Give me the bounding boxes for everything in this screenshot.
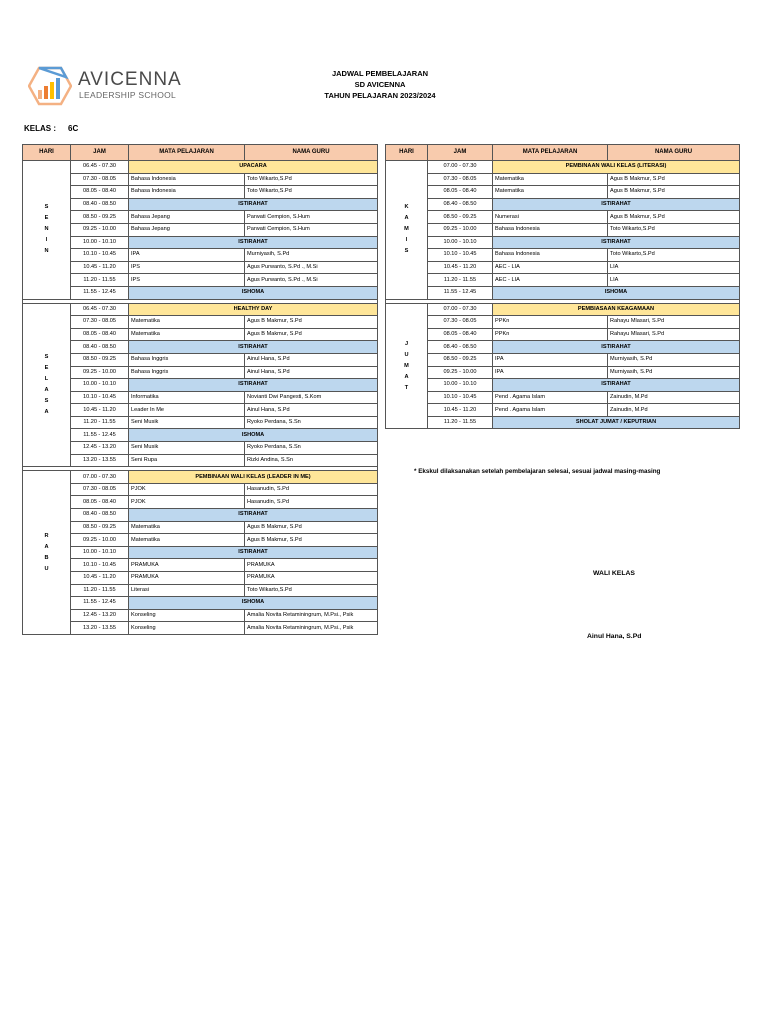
table-row bbox=[23, 286, 378, 299]
teacher-cell: Ainul Hana, S.Pd bbox=[245, 366, 378, 379]
teacher-cell: Rahayu Mlasari, S.Pd bbox=[608, 328, 740, 341]
table-row bbox=[23, 597, 378, 610]
time-cell: 07.30 - 08.05 bbox=[71, 316, 129, 329]
teacher-cell: Amalia Novita Retaminingrum, M.Psi., Psik bbox=[245, 622, 378, 635]
time-cell: 11.20 - 11.55 bbox=[428, 274, 493, 287]
subject-cell: Matematika bbox=[129, 328, 245, 341]
table-row bbox=[23, 316, 378, 329]
event-cell: PEMBINAAN WALI KELAS (LITERASI) bbox=[493, 161, 740, 174]
subject-cell: Seni Musik bbox=[129, 416, 245, 429]
header-jam: JAM bbox=[71, 145, 129, 161]
table-row bbox=[386, 173, 740, 186]
teacher-cell: Agus B Makmur, S.Pd bbox=[245, 316, 378, 329]
teacher-cell: Toto Wikarto,S.Pd bbox=[608, 249, 740, 262]
break-cell: ISHOMA bbox=[129, 597, 378, 610]
time-cell: 11.20 - 11.55 bbox=[71, 274, 129, 287]
day-cell: R A B U bbox=[23, 471, 71, 635]
subject-cell: AEC - LIA bbox=[493, 274, 608, 287]
teacher-cell: Ryoko Perdana, S.Sn bbox=[245, 416, 378, 429]
teacher-cell: Agus B Makmur, S.Pd bbox=[245, 521, 378, 534]
subject-cell: IPA bbox=[493, 353, 608, 366]
subject-cell: PRAMUKA bbox=[129, 559, 245, 572]
time-cell: 08.40 - 08.50 bbox=[71, 341, 129, 354]
time-cell: 08.50 - 09.25 bbox=[428, 211, 493, 224]
subject-cell: Bahasa Indonesia bbox=[129, 186, 245, 199]
teacher-cell: Agus B Makmur, S.Pd bbox=[608, 186, 740, 199]
table-row bbox=[23, 622, 378, 635]
day-cell: S E L A S A bbox=[23, 303, 71, 467]
time-cell: 10.45 - 11.20 bbox=[71, 404, 129, 417]
time-cell: 10.00 - 10.10 bbox=[71, 236, 129, 249]
teacher-cell: Amalia Novita Retaminingrum, M.Psi., Psik bbox=[245, 609, 378, 622]
time-cell: 08.05 - 08.40 bbox=[71, 186, 129, 199]
table-row bbox=[23, 353, 378, 366]
time-cell: 08.50 - 09.25 bbox=[71, 521, 129, 534]
homeroom-label: WALI KELAS bbox=[593, 570, 635, 577]
event-cell: PEMBIASAAN KEAGAMAAN bbox=[493, 303, 740, 316]
teacher-cell: Agus B Makmur, S.Pd bbox=[245, 534, 378, 547]
table-row bbox=[386, 236, 740, 249]
table-row bbox=[23, 236, 378, 249]
time-cell: 06.45 - 07.30 bbox=[71, 303, 129, 316]
subject-cell: IPA bbox=[493, 366, 608, 379]
teacher-cell: Murniyasih, S.Pd bbox=[608, 353, 740, 366]
teacher-cell: Agus B Makmur, S.Pd bbox=[608, 173, 740, 186]
table-row bbox=[386, 391, 740, 404]
time-cell: 08.40 - 08.50 bbox=[428, 341, 493, 354]
table-row bbox=[23, 584, 378, 597]
time-cell: 10.10 - 10.45 bbox=[71, 559, 129, 572]
table-row bbox=[23, 261, 378, 274]
subject-cell: PPKn bbox=[493, 316, 608, 329]
teacher-cell: Agus Purwanto, S.Pd ., M.Si bbox=[245, 261, 378, 274]
time-cell: 10.00 - 10.10 bbox=[428, 379, 493, 392]
subject-cell: Bahasa Indonesia bbox=[493, 223, 608, 236]
table-row bbox=[23, 303, 378, 316]
homeroom-teacher-name: Ainul Hana, S.Pd bbox=[587, 633, 642, 640]
time-cell: 11.20 - 11.55 bbox=[71, 416, 129, 429]
table-row bbox=[386, 261, 740, 274]
time-cell: 08.40 - 08.50 bbox=[428, 198, 493, 211]
table-row bbox=[386, 286, 740, 299]
table-row bbox=[23, 379, 378, 392]
time-cell: 08.50 - 09.25 bbox=[71, 211, 129, 224]
time-cell: 08.05 - 08.40 bbox=[428, 186, 493, 199]
table-row bbox=[23, 454, 378, 467]
header-guru: NAMA GURU bbox=[608, 145, 740, 161]
subject-cell: Bahasa Indonesia bbox=[493, 249, 608, 262]
event-cell: UPACARA bbox=[129, 161, 378, 174]
time-cell: 07.30 - 08.05 bbox=[71, 483, 129, 496]
table-row bbox=[23, 249, 378, 262]
teacher-cell: LIA bbox=[608, 261, 740, 274]
schedule-table-left bbox=[22, 144, 378, 635]
table-row bbox=[386, 328, 740, 341]
teacher-cell: Toto Wikarto,S.Pd bbox=[245, 186, 378, 199]
table-row bbox=[23, 509, 378, 522]
time-cell: 11.20 - 11.55 bbox=[71, 584, 129, 597]
time-cell: 08.05 - 08.40 bbox=[428, 328, 493, 341]
subject-cell: IPS bbox=[129, 261, 245, 274]
logo-name: AVICENNA bbox=[78, 69, 182, 90]
table-row bbox=[23, 416, 378, 429]
table-row bbox=[23, 483, 378, 496]
time-cell: 08.05 - 08.40 bbox=[71, 496, 129, 509]
time-cell: 10.00 - 10.10 bbox=[71, 379, 129, 392]
table-row bbox=[23, 546, 378, 559]
table-row bbox=[23, 404, 378, 417]
time-cell: 13.20 - 13.55 bbox=[71, 622, 129, 635]
break-cell: ISTIRAHAT bbox=[493, 379, 740, 392]
table-header-row bbox=[386, 145, 740, 161]
class-label bbox=[24, 124, 78, 133]
subject-cell: Konseling bbox=[129, 609, 245, 622]
break-cell: ISHOMA bbox=[129, 429, 378, 442]
time-cell: 12.45 - 13.20 bbox=[71, 609, 129, 622]
time-cell: 10.00 - 10.10 bbox=[428, 236, 493, 249]
table-row bbox=[23, 274, 378, 287]
table-row bbox=[23, 161, 378, 174]
time-cell: 08.05 - 08.40 bbox=[71, 328, 129, 341]
header-mapel: MATA PELAJARAN bbox=[129, 145, 245, 161]
time-cell: 07.00 - 07.30 bbox=[71, 471, 129, 484]
break-cell: ISTIRAHAT bbox=[129, 379, 378, 392]
day-cell: S E N I N bbox=[23, 161, 71, 300]
teacher-cell: LIA bbox=[608, 274, 740, 287]
table-row bbox=[386, 379, 740, 392]
teacher-cell: Agus B Makmur, S.Pd bbox=[245, 328, 378, 341]
subject-cell: IPS bbox=[129, 274, 245, 287]
time-cell: 09.25 - 10.00 bbox=[71, 366, 129, 379]
time-cell: 09.25 - 10.00 bbox=[71, 223, 129, 236]
table-row bbox=[386, 211, 740, 224]
time-cell: 10.10 - 10.45 bbox=[71, 391, 129, 404]
table-row bbox=[23, 471, 378, 484]
subject-cell: PJOK bbox=[129, 483, 245, 496]
subject-cell: Pend . Agama Islam bbox=[493, 391, 608, 404]
teacher-cell: Hasanudin, S.Pd bbox=[245, 483, 378, 496]
time-cell: 08.40 - 08.50 bbox=[71, 509, 129, 522]
teacher-cell: Hasanudin, S.Pd bbox=[245, 496, 378, 509]
school-logo bbox=[28, 66, 182, 106]
teacher-cell: Toto Wikarto,S.Pd bbox=[245, 584, 378, 597]
subject-cell: AEC - LIA bbox=[493, 261, 608, 274]
table-row bbox=[386, 274, 740, 287]
break-cell: ISHOMA bbox=[493, 286, 740, 299]
teacher-cell: Murniyasih, S.Pd bbox=[245, 249, 378, 262]
header-guru: NAMA GURU bbox=[245, 145, 378, 161]
subject-cell: Numerasi bbox=[493, 211, 608, 224]
subject-cell: Bahasa Jepang bbox=[129, 211, 245, 224]
subject-cell: Bahasa Indonesia bbox=[129, 173, 245, 186]
schedule-table-right bbox=[385, 144, 740, 429]
break-cell: ISHOMA bbox=[129, 286, 378, 299]
teacher-cell: PRAMUKA bbox=[245, 559, 378, 572]
time-cell: 10.10 - 10.45 bbox=[428, 249, 493, 262]
subject-cell: Konseling bbox=[129, 622, 245, 635]
table-row bbox=[23, 534, 378, 547]
time-cell: 11.20 - 11.55 bbox=[428, 416, 493, 429]
subject-cell: Seni Musik bbox=[129, 442, 245, 455]
time-cell: 07.30 - 08.05 bbox=[71, 173, 129, 186]
break-cell: ISTIRAHAT bbox=[129, 546, 378, 559]
table-row bbox=[23, 442, 378, 455]
time-cell: 12.45 - 13.20 bbox=[71, 442, 129, 455]
header-hari: HARI bbox=[386, 145, 428, 161]
time-cell: 07.30 - 08.05 bbox=[428, 316, 493, 329]
teacher-cell: Toto Wikarto,S.Pd bbox=[608, 223, 740, 236]
teacher-cell: Zainudin, M.Pd bbox=[608, 404, 740, 417]
teacher-cell: Zainudin, M.Pd bbox=[608, 391, 740, 404]
subject-cell: Leader In Me bbox=[129, 404, 245, 417]
day-cell: J U M A T bbox=[386, 303, 428, 429]
table-row bbox=[386, 223, 740, 236]
subject-cell: Bahasa Jepang bbox=[129, 223, 245, 236]
time-cell: 09.25 - 10.00 bbox=[71, 534, 129, 547]
subject-cell: Bahasa Inggris bbox=[129, 366, 245, 379]
table-row bbox=[386, 416, 740, 429]
subject-cell: Pend . Agama Islam bbox=[493, 404, 608, 417]
table-row bbox=[23, 366, 378, 379]
time-cell: 08.50 - 09.25 bbox=[71, 353, 129, 366]
table-row bbox=[386, 198, 740, 211]
day-cell: K A M I S bbox=[386, 161, 428, 300]
time-cell: 10.45 - 11.20 bbox=[71, 261, 129, 274]
time-cell: 08.50 - 09.25 bbox=[428, 353, 493, 366]
teacher-cell: Parwati Cempion, S.Hum bbox=[245, 211, 378, 224]
time-cell: 10.00 - 10.10 bbox=[71, 546, 129, 559]
subject-cell: IPA bbox=[129, 249, 245, 262]
break-cell: ISTIRAHAT bbox=[129, 509, 378, 522]
title-line-3: TAHUN PELAJARAN 2023/2024 bbox=[324, 91, 436, 100]
time-cell: 07.00 - 07.30 bbox=[428, 303, 493, 316]
teacher-cell: Agus B Makmur, S.Pd bbox=[608, 211, 740, 224]
event-cell: HEALTHY DAY bbox=[129, 303, 378, 316]
table-header-row bbox=[23, 145, 378, 161]
subject-cell: PRAMUKA bbox=[129, 572, 245, 585]
table-row bbox=[386, 249, 740, 262]
table-row bbox=[23, 559, 378, 572]
table-row bbox=[386, 316, 740, 329]
teacher-cell: Rahayu Mlasari, S.Pd bbox=[608, 316, 740, 329]
teacher-cell: PRAMUKA bbox=[245, 572, 378, 585]
subject-cell: Matematika bbox=[493, 173, 608, 186]
table-row bbox=[23, 521, 378, 534]
time-cell: 10.45 - 11.20 bbox=[428, 261, 493, 274]
break-cell: ISTIRAHAT bbox=[493, 341, 740, 354]
table-row bbox=[23, 173, 378, 186]
break-cell: ISTIRAHAT bbox=[129, 236, 378, 249]
teacher-cell: Toto Wikarto,S.Pd bbox=[245, 173, 378, 186]
header-hari: HARI bbox=[23, 145, 71, 161]
teacher-cell: Agus Purwanto, S.Pd ., M.Si bbox=[245, 274, 378, 287]
subject-cell: Bahasa Inggris bbox=[129, 353, 245, 366]
extracurricular-note: * Ekskul dilaksanakan setelah pembelajaran selesai, sesuai jadwal masing-masing bbox=[414, 468, 661, 475]
break-cell: ISTIRAHAT bbox=[493, 236, 740, 249]
subject-cell: Matematika bbox=[493, 186, 608, 199]
time-cell: 11.55 - 12.45 bbox=[71, 597, 129, 610]
subject-cell: Literasi bbox=[129, 584, 245, 597]
subject-cell: Seni Rupa bbox=[129, 454, 245, 467]
table-row bbox=[23, 609, 378, 622]
time-cell: 10.45 - 11.20 bbox=[428, 404, 493, 417]
class-value: 6C bbox=[68, 124, 79, 133]
table-row bbox=[23, 391, 378, 404]
teacher-cell: Murniyasih, S.Pd bbox=[608, 366, 740, 379]
table-row bbox=[23, 223, 378, 236]
event-cell: PEMBINAAN WALI KELAS (LEADER IN ME) bbox=[129, 471, 378, 484]
break-cell: ISTIRAHAT bbox=[129, 198, 378, 211]
table-row bbox=[386, 161, 740, 174]
time-cell: 07.30 - 08.05 bbox=[428, 173, 493, 186]
table-row bbox=[23, 186, 378, 199]
table-row bbox=[386, 303, 740, 316]
teacher-cell: Novianti Dwi Pangesti, S.Kom bbox=[245, 391, 378, 404]
subject-cell: Matematika bbox=[129, 316, 245, 329]
time-cell: 09.25 - 10.00 bbox=[428, 223, 493, 236]
title-line-1: JADWAL PEMBELAJARAN bbox=[331, 69, 429, 78]
table-row bbox=[386, 341, 740, 354]
hexagon-bars-icon bbox=[28, 66, 72, 106]
teacher-cell: Ainul Hana, S.Pd bbox=[245, 404, 378, 417]
table-row bbox=[23, 496, 378, 509]
table-row bbox=[23, 572, 378, 585]
break-cell: ISTIRAHAT bbox=[493, 198, 740, 211]
break-cell: SHOLAT JUMAT / KEPUTRIAN bbox=[493, 416, 740, 429]
document-title bbox=[280, 68, 480, 101]
time-cell: 11.55 - 12.45 bbox=[71, 286, 129, 299]
subject-cell: PPKn bbox=[493, 328, 608, 341]
table-row bbox=[23, 328, 378, 341]
time-cell: 09.25 - 10.00 bbox=[428, 366, 493, 379]
table-row bbox=[23, 198, 378, 211]
teacher-cell: Rizki Andina, S.Sn bbox=[245, 454, 378, 467]
teacher-cell: Ainul Hana, S.Pd bbox=[245, 353, 378, 366]
time-cell: 11.55 - 12.45 bbox=[428, 286, 493, 299]
table-row bbox=[23, 341, 378, 354]
header-mapel: MATA PELAJARAN bbox=[493, 145, 608, 161]
table-row bbox=[386, 366, 740, 379]
time-cell: 07.00 - 07.30 bbox=[428, 161, 493, 174]
time-cell: 10.10 - 10.45 bbox=[71, 249, 129, 262]
time-cell: 06.45 - 07.30 bbox=[71, 161, 129, 174]
subject-cell: Matematika bbox=[129, 521, 245, 534]
teacher-cell: Parwati Cempion, S.Hum bbox=[245, 223, 378, 236]
table-row bbox=[386, 404, 740, 417]
logo-subtitle: LEADERSHIP SCHOOL bbox=[79, 90, 177, 100]
subject-cell: Informatika bbox=[129, 391, 245, 404]
table-row bbox=[386, 353, 740, 366]
time-cell: 11.55 - 12.45 bbox=[71, 429, 129, 442]
table-row bbox=[23, 429, 378, 442]
time-cell: 08.40 - 08.50 bbox=[71, 198, 129, 211]
time-cell: 10.10 - 10.45 bbox=[428, 391, 493, 404]
class-label-text: KELAS : bbox=[24, 124, 56, 133]
break-cell: ISTIRAHAT bbox=[129, 341, 378, 354]
time-cell: 10.45 - 11.20 bbox=[71, 572, 129, 585]
table-row bbox=[23, 211, 378, 224]
title-line-2: SD AVICENNA bbox=[354, 80, 406, 89]
time-cell: 13.20 - 13.55 bbox=[71, 454, 129, 467]
table-row bbox=[386, 186, 740, 199]
header-jam: JAM bbox=[428, 145, 493, 161]
teacher-cell: Ryoko Perdana, S.Sn bbox=[245, 442, 378, 455]
subject-cell: PJOK bbox=[129, 496, 245, 509]
subject-cell: Matematika bbox=[129, 534, 245, 547]
